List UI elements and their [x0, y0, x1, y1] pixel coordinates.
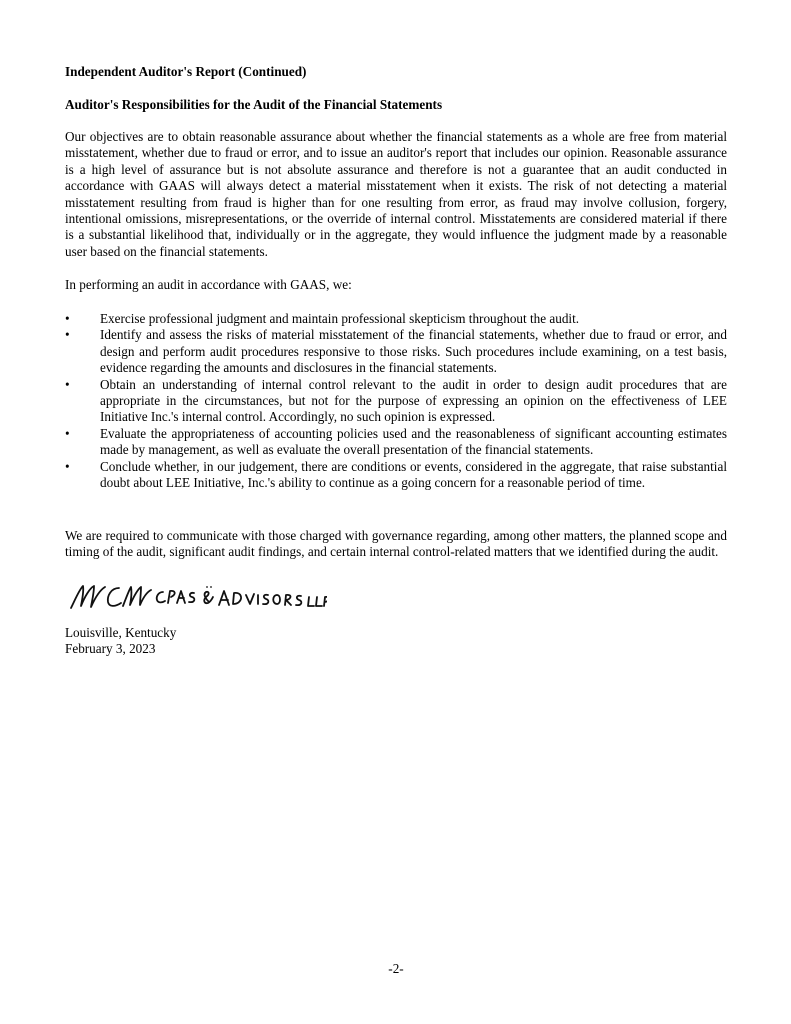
governance-paragraph: We are required to communicate with those charged with governance regarding, among other matters, the planned scope and timing of the audit, significant audit findings, and certain internal control-related matters that we identified during the audit. — [65, 528, 727, 560]
list-item-text: Conclude whether, in our judgement, there are conditions or events, considered in the aggregate, that raise substantial doubt about LEE Initiative, Inc.'s ability to continue as a going concern for a reasonable period of time. — [100, 458, 727, 491]
bullet-icon: • — [65, 458, 70, 474]
firm-signature — [67, 578, 327, 618]
report-page — [65, 0, 727, 1024]
list-item-text: Obtain an understanding of internal control relevant to the audit in order to design audit procedures that are appropriate in the circumstances, but not for the purpose of expressing an opinion on the effectiveness of LEE Initiative Inc.'s internal control. Accordingly, no such opinion is expressed. — [100, 376, 727, 425]
location: Louisville, Kentucky — [65, 625, 177, 640]
list-item — [65, 327, 727, 376]
report-title: Independent Auditor's Report (Continued) — [65, 64, 307, 79]
page-number: -2- — [388, 961, 404, 976]
list-item — [65, 377, 727, 426]
report-date: February 3, 2023 — [65, 641, 156, 657]
list-item-text: Exercise professional judgment and maintain professional skepticism throughout the audit. — [100, 311, 580, 326]
list-item — [65, 426, 727, 459]
bullet-icon: • — [65, 425, 70, 441]
audit-intro-line: In performing an audit in accordance with GAAS, we: — [65, 277, 352, 292]
signature-block — [65, 625, 176, 658]
list-item — [65, 459, 727, 492]
bullet-icon: • — [65, 376, 70, 392]
list-item-text: Identify and assess the risks of material misstatement of the financial statements, whether due to fraud or error, and design and perform audit procedures responsive to those risks. Such procedures include examining, on a test basis, evidence regarding the amounts and disclosures in the financial statements. — [100, 327, 727, 376]
audit-procedures-list — [65, 311, 727, 491]
list-item — [65, 311, 727, 327]
objectives-paragraph: Our objectives are to obtain reasonable assurance about whether the financial statements as a whole are free from material misstatement, whether due to fraud or error, and to issue an auditor's report that includes our opinion. Reasonable assurance is a high level of assurance but is not absolute assurance and therefore is not a guarantee that an audit conducted in accordance with GAAS will always detect a material misstatement when it exists. The risk of not detecting a material misstatement resulting from fraud is higher than for one resulting from error, as fraud may involve collusion, forgery, intentional omissions, misrepresentations, or the override of internal control. Misstatements are considered material if there is a substantial likelihood that, individually or in the aggregate, they would influence the judgment made by a reasonable user based on the financial statements. — [65, 129, 727, 259]
bullet-icon: • — [65, 327, 70, 343]
list-item-text: Evaluate the appropriateness of accounting policies used and the reasonableness of significant accounting estimates made by management, as well as evaluate the overall presentation of the financial statements. — [100, 425, 727, 458]
bullet-icon: • — [65, 311, 70, 326]
section-title: Auditor's Responsibilities for the Audit of the Financial Statements — [65, 97, 443, 112]
